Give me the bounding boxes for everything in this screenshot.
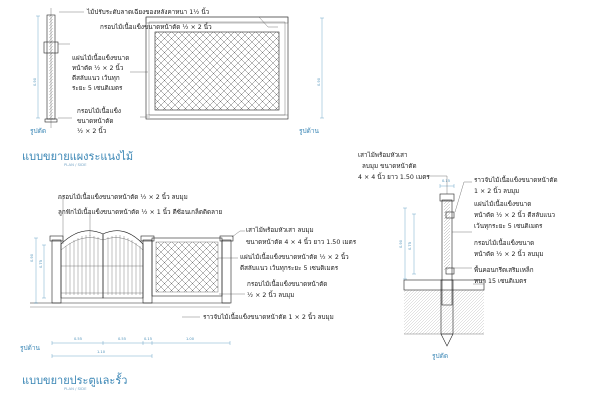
fence-section-label: รูปตัด bbox=[432, 352, 449, 360]
panel-slat-callout-line4: ระยะ 5 เซนติเมตร bbox=[72, 85, 123, 92]
gate-detail-subtitle: PLAN / SIDE bbox=[64, 386, 87, 391]
section-slat-callout-line3: เว้นทุกระยะ 5 เซนติเมตร bbox=[474, 223, 543, 230]
fence-section-inner-height: 0.75 bbox=[408, 241, 412, 250]
gate-frame2-callout-line2: ½ × 2 นิ้ว ลบมุม bbox=[247, 292, 295, 299]
gate-slat-callout-line1: แผ่นไม้เนื้อแข็งขนาดหน้าตัด ½ × 2 นิ้ว bbox=[240, 254, 349, 261]
gate-leaf2-width: 0.55 bbox=[118, 337, 127, 341]
gate-front-label: รูปด้าน bbox=[20, 344, 40, 352]
section-slat-callout-line1: แผ่นไม้เนื้อแข็งขนาด bbox=[474, 201, 532, 208]
panel-frame-callout: กรอบไม้เนื้อแข็งขนาดหน้าตัด ½ × 2 นิ้ว bbox=[100, 24, 212, 31]
gate-total-width: 1.10 bbox=[97, 350, 106, 354]
gate-post-callout-line1: เสาไม้พร้อมหัวเสา ลบมุม bbox=[246, 227, 314, 234]
gate-height-value: 0.90 bbox=[30, 253, 34, 262]
panel-height-left-value: 0.90 bbox=[33, 77, 37, 86]
section-rail-callout-line1: ราวจับไม้เนื้อแข็งขนาดหน้าตัด bbox=[474, 177, 558, 184]
gate-frame2-callout-line1: กรอบไม้เนื้อแข็งขนาดหน้าตัด bbox=[247, 281, 328, 288]
panel-detail-title: แบบขยายแผงระแนงไม้ bbox=[22, 150, 134, 163]
gate-leaf1-width: 0.55 bbox=[74, 337, 83, 341]
panel-frame2-callout-line3: ½ × 2 นิ้ว bbox=[77, 128, 107, 135]
fence-section-top-dim: 0.15 bbox=[442, 179, 451, 183]
section-slat-callout-line2: หน้าตัด ½ × 2 นิ้ว ตีสลับแนว bbox=[474, 212, 556, 219]
section-frame-callout-line2: หน้าตัด ½ × 2 นิ้ว ลบมุม bbox=[474, 251, 544, 258]
section-post-callout-line2: ลบมุม ขนาดหน้าตัด bbox=[362, 163, 417, 170]
panel-frame2-callout-line2: ขนาดหน้าตัด bbox=[77, 118, 114, 125]
panel-slat-callout-line2: หน้าตัด ½ × 2 นิ้ว bbox=[72, 65, 124, 72]
section-rail-callout-line2: 1 × 2 นิ้ว ลบมุม bbox=[474, 188, 520, 195]
panel-front-label: รูปด้าน bbox=[299, 127, 319, 135]
section-post-callout-line3: 4 × 4 นิ้ว ยาว 1.50 เมตร bbox=[358, 174, 430, 181]
panel-frame2-callout-line1: กรอบไม้เนื้อแข็ง bbox=[77, 108, 121, 115]
fence-width: 1.00 bbox=[186, 337, 195, 341]
panel-roof-slope-callout: ไม้ปรับระดับลาดเฉียงของหลังคาหนา 1½ นิ้ว bbox=[87, 9, 210, 16]
panel-height-dimension-left bbox=[33, 16, 40, 118]
panel-section-label: รูปตัด bbox=[30, 127, 47, 135]
panel-slat-callout-line3: ตีสลับแนว เว้นทุก bbox=[72, 75, 120, 82]
gate-inner-height-value: 0.75 bbox=[39, 259, 43, 268]
panel-height-right-value: 0.90 bbox=[317, 77, 321, 86]
gate-detail-title: แบบขยายประตูและรั้ว bbox=[22, 374, 128, 387]
panel-height-dimension-right bbox=[317, 18, 324, 118]
gate-frame-callout: กรอบไม้เนื้อแข็งขนาดหน้าตัด ½ × 2 นิ้ว ลบมุม bbox=[58, 194, 188, 201]
gate-panel-callout: ลูกฟักไม้เนื้อแข็งขนาดหน้าตัด ½ × 1 นิ้ว ตีซ้อนเกล็ดติดลาย bbox=[58, 209, 223, 216]
panel-detail-subtitle: PLAN / SIDE bbox=[64, 162, 87, 167]
gate-rail-callout: ราวจับไม้เนื้อแข็งขนาดหน้าตัด 1 × 2 นิ้ว ลบมุม bbox=[203, 314, 334, 321]
panel-front-view bbox=[146, 17, 288, 119]
fence-section-height-value: 0.90 bbox=[399, 239, 403, 248]
section-slab-callout-line1: พื้นคอนกรีตเสริมเหล็ก bbox=[474, 267, 534, 274]
gate-post-callout-line2: ขนาดหน้าตัด 4 × 4 นิ้ว ยาว 1.50 เมตร bbox=[246, 239, 357, 246]
section-frame-callout-line1: กรอบไม้เนื้อแข็งขนาด bbox=[474, 240, 535, 247]
section-post-callout-line1: เสาไม้พร้อมหัวเสา bbox=[358, 152, 408, 159]
gate-fence-elevation bbox=[30, 231, 233, 307]
post-width: 0.15 bbox=[144, 337, 153, 341]
gate-slat-callout-line2: ตีสลับแนว เว้นทุกระยะ 5 เซนติเมตร bbox=[240, 265, 339, 272]
fence-section-view bbox=[404, 194, 484, 346]
section-slab-callout-line2: หนา 15 เซนติเมตร bbox=[474, 278, 527, 285]
panel-section-view bbox=[44, 8, 58, 128]
panel-slat-callout-line1: แผ่นไม้เนื้อแข็งขนาด bbox=[72, 55, 130, 62]
